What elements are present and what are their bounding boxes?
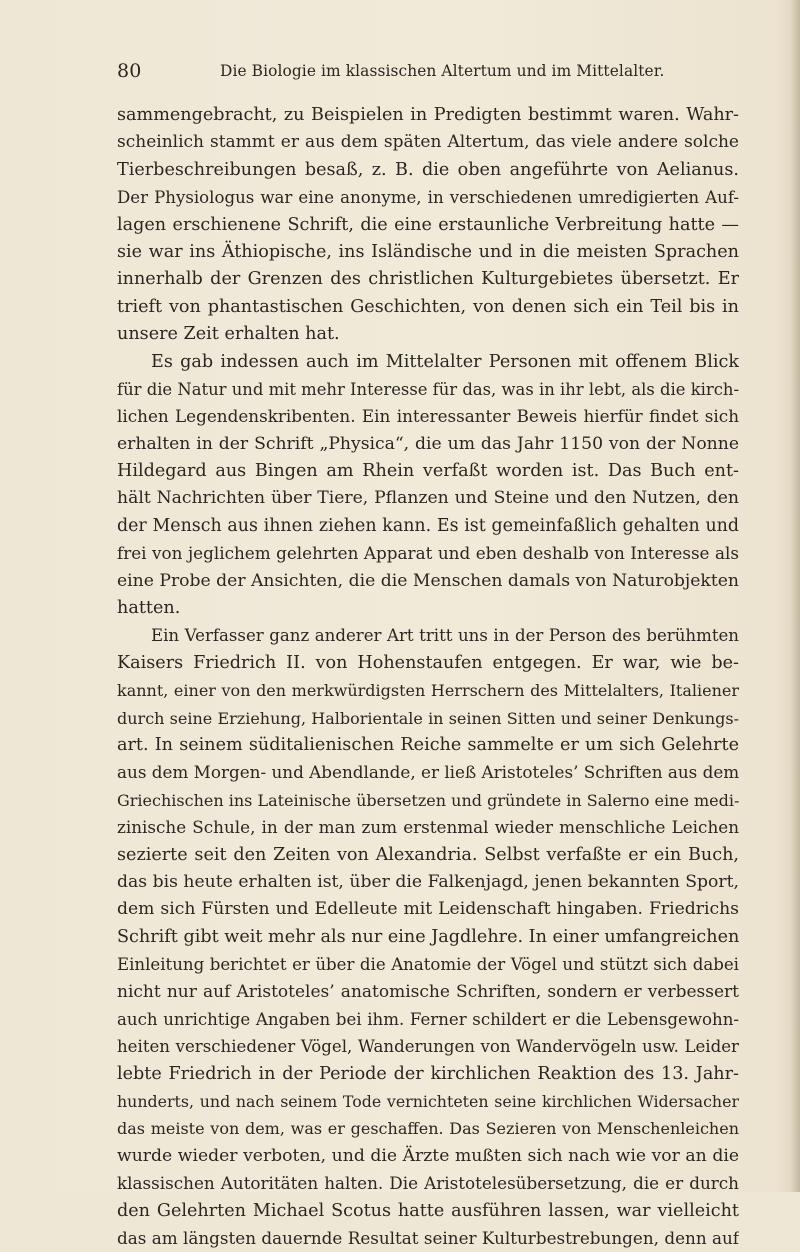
text-line: dem sich Fürsten und Edelleute mit Leidenschaft hingaben. Friedrichs <box>117 899 739 920</box>
text-line: innerhalb der Grenzen des christlichen Kulturgebietes übersetzt. Er <box>117 269 739 290</box>
text-line: heiten verschiedener Vögel, Wanderungen von Wandervögeln usw. Leider <box>117 1037 739 1057</box>
text-line: kannt, einer von den merkwürdigsten Herrschern des Mittelalters, Italiener <box>117 681 739 701</box>
text-line: zinische Schule, in der man zum erstenmal wieder menschliche Leichen <box>117 817 739 838</box>
text-line: art. In seinem süditalienischen Reiche sammelte er um sich Gelehrte <box>117 734 739 755</box>
text-line: sie war ins Äthiopische, ins Isländische und in die meisten Sprachen <box>117 241 739 262</box>
text-line: aus dem Morgen- und Abendlande, er ließ Aristoteles’ Schriften aus dem <box>117 762 739 783</box>
text-line: Griechischen ins Lateinische übersetzen und gründete in Salerno eine medi- <box>117 790 739 810</box>
text-line: scheinlich stammt er aus dem späten Altertum, das viele andere solche <box>117 132 739 153</box>
text-line: frei von jeglichem gelehrten Apparat und eben deshalb von Interesse als <box>117 543 739 564</box>
page-number: 80 <box>117 60 142 82</box>
paragraph-end-line: unsere Zeit erhalten hat. <box>117 324 340 345</box>
text-line: sezierte seit den Zeiten von Alexandria. Selbst verfaßte er ein Buch, <box>117 844 739 865</box>
text-line: den Gelehrten Michael Scotus hatte ausführen lassen, war vielleicht <box>117 1200 739 1221</box>
text-line: sammengebracht, zu Beispielen in Predigten bestimmt waren. Wahr- <box>117 105 739 125</box>
text-line: hunderts, und nach seinem Tode vernichteten seine kirchlichen Widersacher <box>117 1092 739 1112</box>
text-line: Einleitung berichtet er über die Anatomie der Vögel und stützt sich dabei <box>117 955 739 975</box>
text-line: Kaisers Friedrich II. von Hohenstaufen entgegen. Er war, wie be- <box>117 652 739 673</box>
text-line: Schrift gibt weit mehr als nur eine Jagdlehre. In einer umfangreichen <box>117 926 739 947</box>
text-line: lebte Friedrich in der Periode der kirchlichen Reaktion des 13. Jahr- <box>117 1063 739 1084</box>
text-line: der Mensch aus ihnen ziehen kann. Es ist gemeinfaßlich gehalten und <box>117 515 739 536</box>
text-line: durch seine Erziehung, Halborientale in seinen Sitten und seiner Denkungs- <box>117 708 739 728</box>
paragraph-end-line: hatten. <box>117 598 181 619</box>
page-edge-shadow <box>790 0 800 1192</box>
text-line: Hildegard aus Bingen am Rhein verfaßt worden ist. Das Buch ent- <box>117 461 739 482</box>
text-line: lichen Legendenskribenten. Ein interessanter Beweis hierfür findet sich <box>117 406 739 427</box>
text-line: klassischen Autoritäten halten. Die Aristotelesübersetzung, die er durch <box>117 1173 739 1194</box>
text-line: hält Nachrichten über Tiere, Pflanzen und Steine und den Nutzen, den <box>117 488 739 509</box>
text-line: das am längsten dauernde Resultat seiner Kulturbestrebungen, denn auf <box>117 1228 739 1249</box>
text-line: Tierbeschreibungen besaß, z. B. die oben angeführte von Aelianus. <box>117 159 739 180</box>
text-line: Der Physiologus war eine anonyme, in verschiedenen umredigierten Auf- <box>117 188 739 208</box>
text-line: nicht nur auf Aristoteles’ anatomische Schriften, sondern er verbessert <box>117 981 739 1002</box>
text-line: trieft von phantastischen Geschichten, von denen sich ein Teil bis in <box>117 296 739 317</box>
text-line: eine Probe der Ansichten, die die Menschen damals von Naturobjekten <box>117 570 739 591</box>
paragraph-start-line: Ein Verfasser ganz anderer Art tritt uns in der Person des berühmten <box>151 626 739 646</box>
text-line: das meiste von dem, was er geschaffen. Das Sezieren von Menschenleichen <box>117 1119 739 1139</box>
running-title: Die Biologie im klassischen Altertum und im Mittelalter. <box>220 62 665 80</box>
body-text <box>117 102 739 1252</box>
page-header <box>117 60 739 84</box>
text-line: auch unrichtige Angaben bei ihm. Ferner schildert er die Lebensgewohn- <box>117 1009 739 1029</box>
text-line: lagen erschienene Schrift, die eine erstaunliche Verbreitung hatte — <box>117 214 739 235</box>
text-line: erhalten in der Schrift „Physica“, die um das Jahr 1150 von der Nonne <box>117 433 739 454</box>
text-line: für die Natur und mit mehr Interesse für das, was in ihr lebt, als die kirch- <box>117 379 739 399</box>
text-line: das bis heute erhalten ist, über die Falkenjagd, jenen bekannten Sport, <box>117 871 739 892</box>
paragraph-start-line: Es gab indessen auch im Mittelalter Personen mit offenem Blick <box>151 351 739 372</box>
text-line: wurde wieder verboten, und die Ärzte mußten sich nach wie vor an die <box>117 1145 739 1166</box>
